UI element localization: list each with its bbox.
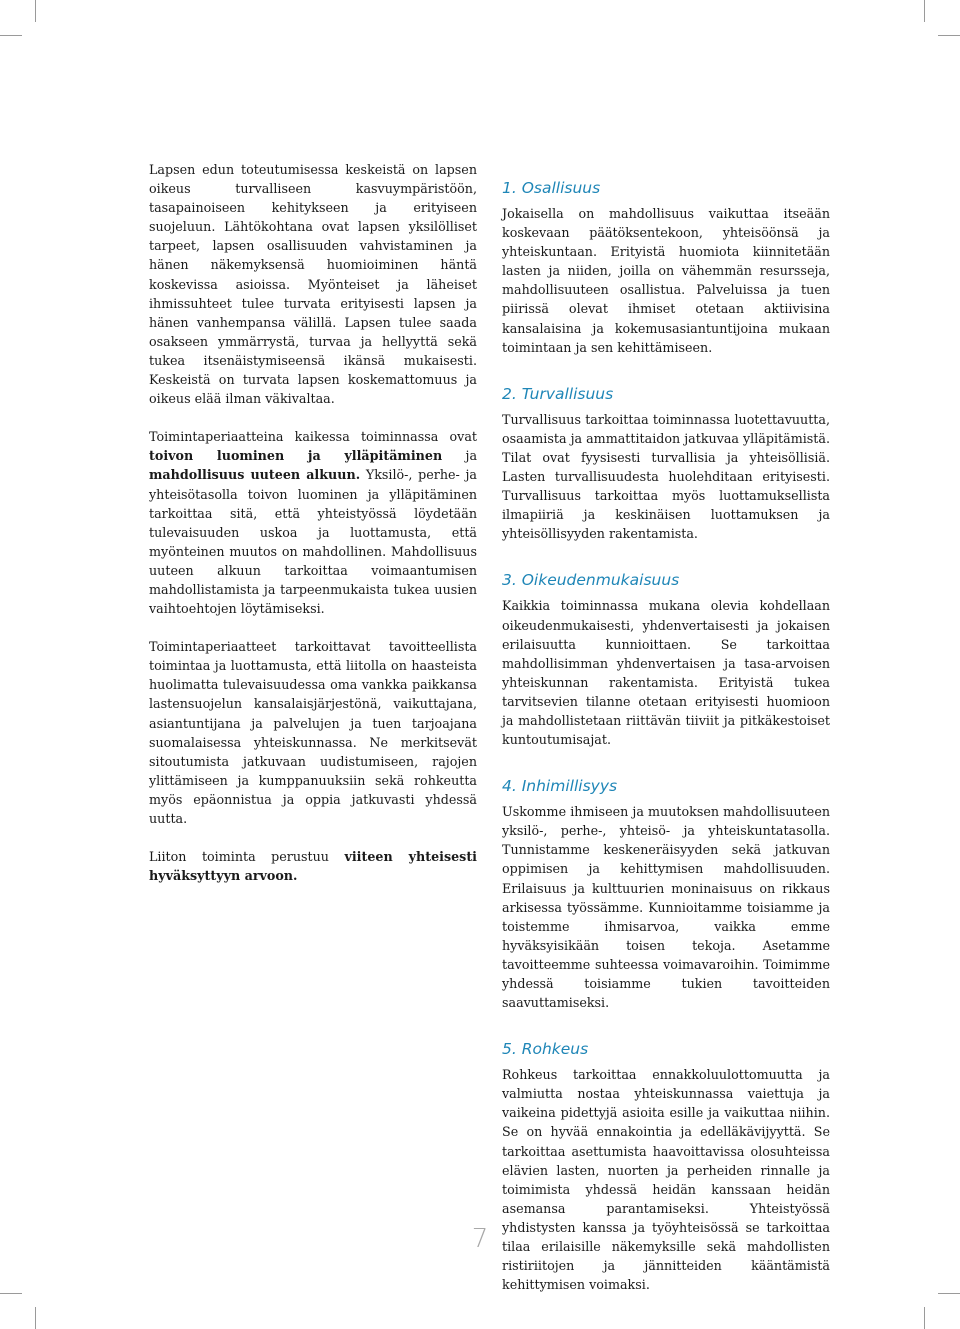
value-section-participation (502, 178, 830, 357)
value-section-safety (502, 384, 830, 544)
section-heading: 1. Osallisuus (502, 179, 601, 197)
section-text: Kaikkia toiminnassa mukana olevia kohdellaan oikeudenmukaisesti, yhdenvertaisesti ja jokaisen erilaisuutta kunnioittaen. Se tarkoittaa mahdollisimman yhdenvertaisen ja tasa-arvoisen yhteiskunnan rakentamista. Erityistä tukea tarvitsevien tilanne otetaan erityisesti huomioon ja mahdollistetaan riittävän tiiviit ja pitkäkestoiset kuntoutumisajat. (502, 598, 830, 748)
crop-mark (35, 1307, 36, 1329)
paragraph-principles: Toimintaperiaatteina kaikessa toiminnassa ovat toivon luominen ja ylläpitäminen ja mahdollisuus uuteen alkuun. Yksilö-, perhe- ja yhteisötasolla toivon luominen ja ylläpitäminen tarkoittaa sitä, että yhteistyössä löydetään tulevaisuuden uskoa ja luottamusta, että myönteinen muutos on mahdollinen. Mahdollisuus uuteen alkuun tarkoittaa voimaantumisen mahdollistamista ja tarpeenmukaista tukea uusien vaihtoehtojen löytämiseksi. (149, 429, 478, 617)
paragraph-child-interest: Lapsen edun toteutumisessa keskeistä on lapsen oikeus turvalliseen kasvuympäristöön, tasapainoiseen kehitykseen ja erityiseen suojeluun. Lähtökohtana ovat lapsen yksilölliset tarpeet, lapsen osallisuuden vahvistaminen ja hänen näkemyksensä huomioiminen häntä koskevissa asioissa. Myönteiset ja läheiset ihmissuhteet tulee turvata erityisesti lapsen ja hänen vanhempansa välillä. Lapsen tulee saada osakseen ymmärrystä, turvaa ja hellyyttä sekä tukea itsenäistymiseensä ikänsä mukaisesti. Keskeistä on turvata lapsen koskemattomuus ja oikeus elää ilman väkivaltaa. (149, 162, 477, 407)
paragraph-principles-meaning: Toimintaperiaatteet tarkoittavat tavoitteellista toimintaa ja luottamusta, että liitolla on haasteista huolimatta tulevaisuudessa oma vankka paikkansa lastensuojelun kansalaisjärjestönä, vaikuttajana, asiantuntijana ja palvelujen ja tuen tarjoajana suomalaisessa yhteiskunnassa. Ne merkitsevät sitoutumista jatkuvaan uudistumiseen, rajojen ylittämiseen ja kumppanuuksiin sekä rohkeutta myös epäonnistua ja oppia jatkuvasti yhdessä uutta. (149, 639, 477, 826)
left-column (149, 160, 477, 904)
crop-mark (938, 35, 960, 36)
section-text: Uskomme ihmiseen ja muutoksen mahdollisuuteen yksilö-, perhe-, yhteisö- ja yhteiskuntatasolla. Tunnistamme keskeneräisyyden sekä jatkuvan oppimisen ja kehittymisen mahdollisuuden. Erilaisuus ja kulttuurien moninaisuus on rikkaus arkisessa työssämme. Kunnioitamme toisiamme ja toistemme ihmisarvoa, vaikka emme hyväksyisikään toisen tekoja. Asetamme tavoitteemme suhteessa voimavaroihin. Toimimme yhdessä toisiamme tukien tavoitteiden saavuttamiseksi. (502, 804, 830, 1011)
crop-mark (938, 1293, 960, 1294)
crop-mark (0, 1293, 22, 1294)
section-heading: 2. Turvallisuus (502, 384, 614, 403)
value-section-humanity (502, 776, 830, 1012)
section-text: Turvallisuus tarkoittaa toiminnassa luotettavuutta, osaamista ja ammattitaidon jatkuvaa ylläpitämistä. Tilat ovat fyysisesti turvallisia ja yhteisöllisiä. Lasten turvallisuudesta huolehditaan erityisesti. Turvallisuus tarkoittaa myös luottamuksellista ilmapiiriä ja keskinäisen luottamuksen ja yhteisöllisyyden rakentamista. (502, 411, 831, 542)
emphasis-hope: toivon luominen ja ylläpitäminen (149, 448, 443, 464)
crop-mark (924, 1307, 925, 1329)
section-text: Rohkeus tarkoittaa ennakkoluulottomuutta ja valmiutta nostaa yhteiskunnassa vaiettuja ja vaikeina pidettyjä asioita esille ja vaikuttaa niihin. Se on hyvää ennakointia ja edelläkävijyyttä. Se tarkoittaa asettumista haavoittavissa olosuhteissa elävien lasten, nuorten ja perheiden rinnalle ja toimimista yhdessä heidän kanssaan heidän asemansa parantamiseksi. Yhteistyössä yhdistysten kanssa ja työyhteisössä se tarkoittaa tilaa erilaisille näkemyksille sekä mahdollisten ristiriitojen ja jännitteiden kääntämistä kehittymisen voimaksi. (502, 1067, 830, 1293)
paragraph-values-intro: Liiton toiminta perustuu viiteen yhteisesti hyväksyttyyn arvoon. (149, 849, 477, 884)
page-number: 7 (471, 1224, 489, 1254)
crop-mark (0, 35, 22, 36)
section-heading: 4. Inhimillisyys (502, 777, 618, 796)
crop-mark (924, 0, 925, 22)
section-heading: 5. Rohkeus (502, 1040, 589, 1059)
emphasis-new-start: mahdollisuus uuteen alkuun. (149, 467, 361, 483)
value-section-fairness (502, 570, 830, 749)
section-text: Jokaisella on mahdollisuus vaikuttaa itseään koskevaan päätöksentekoon, yhteisöönsä ja yhteiskuntaan. Erityistä huomiota kiinnitetään lasten ja niiden, joilla on vähemmän resursseja, mahdollisuuteen osallistua. Palveluissa ja tuen piirissä olevat ihmiset otetaan aktiivisina kansalaisina ja kokemusasiantuntijoina mukaan toimintaan ja sen kehittämiseen. (502, 206, 830, 355)
emphasis-five-values: viiteen yhteisesti hyväksyttyyn arvoon. (149, 849, 477, 884)
right-column (502, 178, 830, 1321)
crop-mark (35, 0, 36, 22)
section-heading: 3. Oikeudenmukaisuus (502, 571, 680, 590)
value-section-courage (502, 1039, 830, 1294)
